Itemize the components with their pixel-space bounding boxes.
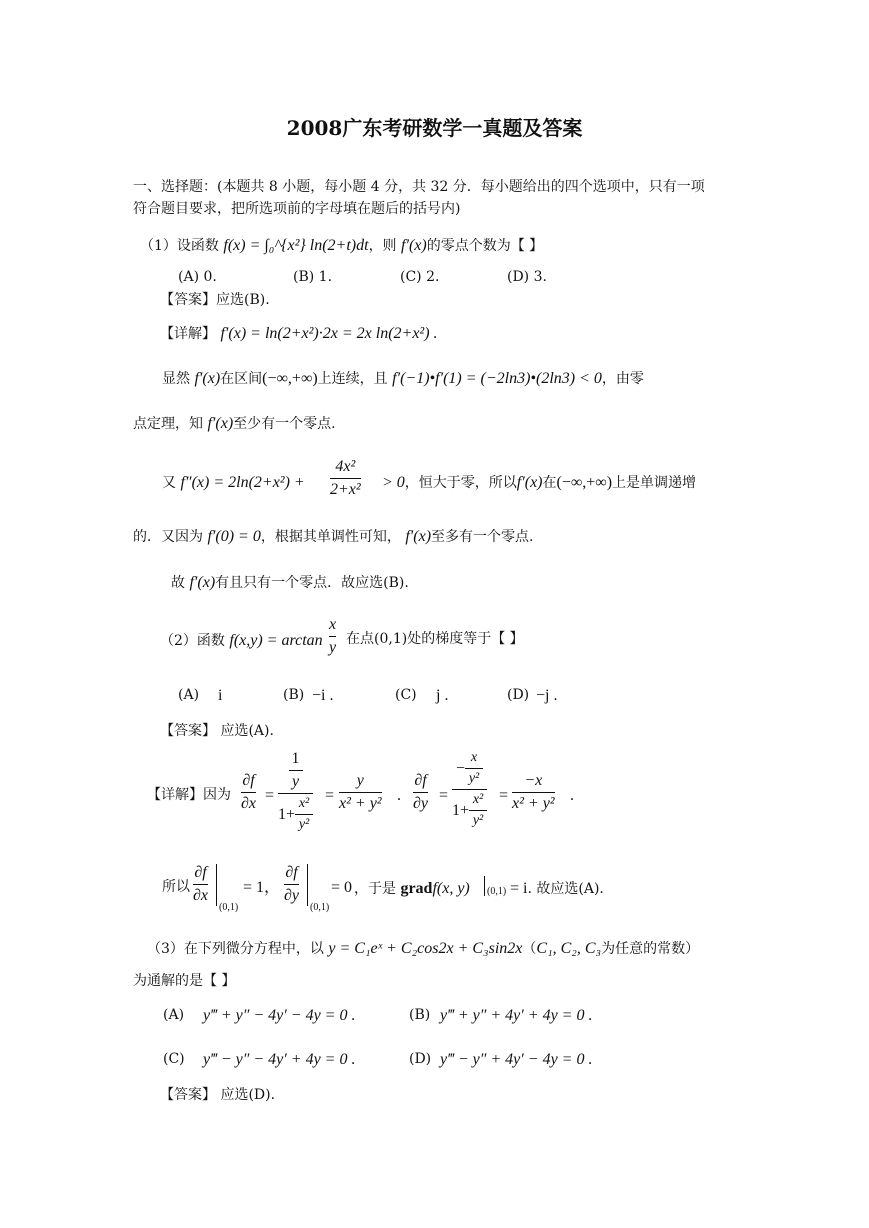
q2-eq0: = 0: [331, 879, 353, 896]
fraction-bar: [329, 636, 336, 637]
q1-option-d: (D) 3.: [507, 269, 547, 285]
q1-p4-c: ，根据其单调性可知，: [260, 529, 401, 545]
q3-consts: C₁, C₂, C₃: [536, 940, 602, 957]
q1-suffix: 的零点个数为【 】: [426, 238, 544, 254]
q3-answer: 【答案】 应选(D).: [160, 1087, 276, 1103]
q3-paren2: 为任意的常数）: [601, 941, 700, 957]
eval-bar: [216, 864, 217, 906]
q2-then-text: ，于是: [354, 881, 396, 897]
fraction-bar: [339, 792, 382, 793]
q2-option-b-label: (B): [283, 687, 305, 703]
q1-para1: [162, 369, 644, 388]
q2-option-a: i: [218, 687, 223, 704]
q1-p1-d: (−∞,+∞): [262, 370, 318, 387]
q1-p5-c: 有且只有一个零点．故应选(B).: [215, 575, 409, 591]
q1-p1-b: f′(x): [194, 370, 221, 387]
q2-so: 所以: [162, 879, 190, 895]
q1-p3-f: 在: [542, 475, 557, 491]
q2-big-frac-2-bottom: [452, 792, 487, 829]
fraction-bar: [295, 814, 313, 815]
q2-at-1: (0,1): [219, 902, 239, 913]
q2-option-d: −j .: [536, 687, 558, 704]
q1-p1-e: 上连续，且: [317, 371, 388, 387]
q2-dfdy-num: ∂f: [414, 772, 427, 789]
q1-para3-a: [162, 473, 305, 492]
q1-p5-b: f′(x): [189, 574, 216, 591]
q2-x2: x²: [298, 796, 310, 811]
q2-so-dfdy: [284, 864, 299, 905]
q2-gradf: f(x, y): [432, 880, 470, 897]
q2-eq1-val: = 1，: [243, 879, 281, 896]
q3-paren: （: [522, 941, 537, 957]
q2-dot: .: [397, 787, 401, 804]
section-intro-line2: 符合题目要求，把所选项前的字母填在题后的括号内): [133, 201, 461, 217]
q2-final: [510, 879, 604, 898]
q2-negx: −: [456, 759, 466, 777]
q1-p4-e: 至多有一个零点.: [431, 529, 534, 545]
q2-so-dfdx: [193, 864, 208, 905]
q3-opt-d: y‴ − y″ + 4y′ − 4y = 0 .: [440, 1051, 593, 1068]
q2-x2b: x²: [472, 792, 484, 807]
q2-so-dfdx-den: ∂x: [193, 887, 209, 904]
q2-big-frac-2: [452, 750, 487, 829]
q1-para5: [171, 573, 409, 592]
q1-para2: [133, 414, 336, 433]
section-intro-line1: 一、选择题：(本题共 8 小题，每小题 4 分，共 32 分．每小题给出的四个选项中，只有一项: [133, 179, 705, 195]
q1-p3-d: ，恒大于零，所以: [404, 475, 517, 491]
fraction-bar: [193, 884, 208, 885]
q2-num: x: [329, 616, 337, 633]
q2-dfdy: [413, 772, 428, 813]
eval-bar: [307, 864, 308, 906]
q1-p3-fraction: [330, 458, 361, 499]
q2-at-2: (0,1): [310, 902, 330, 913]
q1-p1-f: f′(−1)•f′(1) = (−2ln3)•(2ln3) < 0: [392, 370, 602, 387]
q1-p1-c: 在区间: [220, 371, 263, 387]
q2-eq3: =: [439, 787, 449, 804]
q2-y2b: y²: [468, 771, 480, 786]
q2-eq1: =: [265, 787, 275, 804]
q3-formula: y = C₁eˣ + C₂cos2x + C₃sin2x: [328, 940, 523, 957]
q2-dfdy-den: ∂y: [413, 795, 429, 812]
fraction-bar: [452, 789, 487, 790]
q3-opt-d-label: (D): [409, 1051, 432, 1067]
q2-answer: 【答案】 应选(A).: [160, 723, 274, 739]
q2-x2y2: [295, 796, 313, 833]
q1-p3-den: 2+x²: [330, 481, 361, 498]
q3-opt-b-label: (B): [409, 1007, 431, 1023]
q2-gradres: = i: [510, 880, 528, 897]
q1-p4-a: 的．又因为: [133, 529, 203, 545]
q3-stem: [147, 939, 699, 958]
q2-detail-label: 【详解】因为: [147, 787, 231, 803]
q2-eq2: =: [325, 787, 335, 804]
fraction-bar: [278, 793, 313, 794]
q3-opt-a: y‴ + y″ − 4y′ − 4y = 0 .: [203, 1007, 356, 1024]
q1-p1-a: 显然: [162, 371, 190, 387]
q2-r1-num: y: [356, 772, 364, 789]
q1-p4-b: f′(0) = 0: [207, 528, 261, 545]
q1-p2-a: 点定理，知: [133, 416, 203, 432]
q2-one: 1: [291, 750, 300, 767]
q2-suffix: 在点(0,1)处的梯度等于【 】: [346, 631, 524, 647]
q2-option-d-label: (D): [507, 687, 530, 703]
fraction-bar: [469, 810, 487, 811]
q3-opt-a-label: (A): [163, 1007, 185, 1023]
fraction-bar: [465, 768, 483, 769]
q1-para3-b: [382, 473, 696, 492]
q1-p3-h: 上是单调递增: [612, 475, 697, 491]
q1-para4: [133, 527, 533, 546]
q1-p4-d: f′(x): [405, 528, 432, 545]
q1-p3-num: 4x²: [335, 458, 356, 475]
q2-so-dfdy-num: ∂f: [285, 864, 298, 881]
q3-opt-c: y‴ − y″ − 4y′ + 4y = 0 .: [203, 1051, 356, 1068]
q2-xy2: [465, 750, 483, 787]
q2-so-dfdx-num: ∂f: [194, 864, 207, 881]
q3-prefix: （3）在下列微分方程中，以: [147, 941, 324, 957]
q2-den: y: [329, 639, 337, 656]
q2-big-frac-1-top: [289, 750, 303, 791]
q2-r1-den: x² + y²: [339, 795, 382, 812]
q2-result-1: [339, 772, 382, 813]
q2-y: y: [291, 773, 300, 790]
fraction-bar: [512, 792, 555, 793]
q2-result-2: [512, 772, 555, 813]
q2-end: .: [570, 787, 574, 804]
q2-x2y2b: [469, 792, 487, 829]
q2-formula: f(x,y) = arctan: [229, 632, 323, 649]
q2-at-3: (0,1): [487, 886, 507, 897]
q2-onep: 1+: [278, 805, 296, 823]
q1-option-a: (A) 0.: [178, 269, 217, 285]
q3-opt-c-label: (C): [163, 1051, 185, 1067]
q2-option-b: −i .: [312, 687, 334, 704]
q1-p2-b: f′(x): [207, 415, 234, 432]
q2-option-c: j .: [436, 687, 449, 704]
q2-eq4: =: [499, 787, 509, 804]
q2-then: [354, 879, 470, 898]
q2-so-dfdy-den: ∂y: [284, 887, 300, 904]
q1-stem: [140, 236, 543, 255]
fraction-bar: [241, 792, 256, 793]
q2-dfdx-den: ∂x: [241, 795, 257, 812]
q1-answer: 【答案】应选(B).: [160, 292, 270, 308]
q1-p2-c: 至少有一个零点.: [233, 416, 336, 432]
q2-y2c: y²: [472, 813, 484, 828]
q2-y2: y²: [298, 817, 310, 832]
q2-big-frac-1-bottom: [278, 796, 313, 833]
q2-big-frac-1: [278, 750, 313, 833]
q2-big-frac-2-top: [456, 750, 483, 787]
fraction-bar: [284, 884, 299, 885]
q1-detail-label: 【详解】: [160, 326, 216, 342]
q2-final-text: . 故应选(A).: [527, 881, 604, 897]
q1-option-c: (C) 2.: [400, 269, 440, 285]
q2-onep2: 1+: [452, 801, 470, 819]
fraction-bar: [330, 478, 361, 479]
q1-p3-c: > 0: [382, 474, 405, 491]
page-title: 2008广东考研数学一真题及答案: [286, 116, 583, 140]
q1-p1-g: ，由零: [601, 371, 644, 387]
fraction-bar: [289, 770, 303, 771]
q2-option-a-label: (A): [178, 687, 200, 703]
q2-fraction: [329, 616, 336, 657]
q2-dfdx: [241, 772, 256, 813]
q2-xx: x: [470, 750, 478, 765]
q1-formula: f(x) = ∫₀^{x²} ln(2+t)dt: [223, 237, 369, 254]
q1-p3-b: f″(x) = 2ln(2+x²) +: [180, 474, 305, 491]
q1-fprime: f′(x): [401, 237, 427, 254]
q2-prefix: （2）函数: [160, 633, 225, 649]
q3-opt-b: y‴ + y″ + 4y′ + 4y = 0 .: [440, 1007, 593, 1024]
q3-line2: 为通解的是【 】: [133, 973, 236, 989]
q1-detail-formula: f′(x) = ln(2+x²)·2x = 2x ln(2+x²) .: [220, 325, 438, 342]
fraction-bar: [413, 792, 428, 793]
q2-grad: grad: [400, 880, 433, 897]
q1-prefix: （1）设函数: [140, 238, 219, 254]
q2-dfdx-num: ∂f: [242, 772, 255, 789]
q1-p3-e: f′(x): [516, 474, 543, 491]
eval-bar: [484, 876, 485, 896]
q2-r2-num: −x: [524, 772, 543, 789]
q1-mid: ，则: [368, 238, 397, 254]
q2-stem-a: [160, 631, 323, 650]
q1-p3-a: 又: [162, 475, 176, 491]
q1-p5-a: 故: [171, 575, 185, 591]
q1-option-b: (B) 1.: [293, 269, 333, 285]
q1-p3-g: (−∞,+∞): [556, 474, 613, 491]
q2-option-c-label: (C): [395, 687, 417, 703]
q2-r2-den: x² + y²: [512, 795, 555, 812]
q1-detail: [160, 324, 438, 343]
